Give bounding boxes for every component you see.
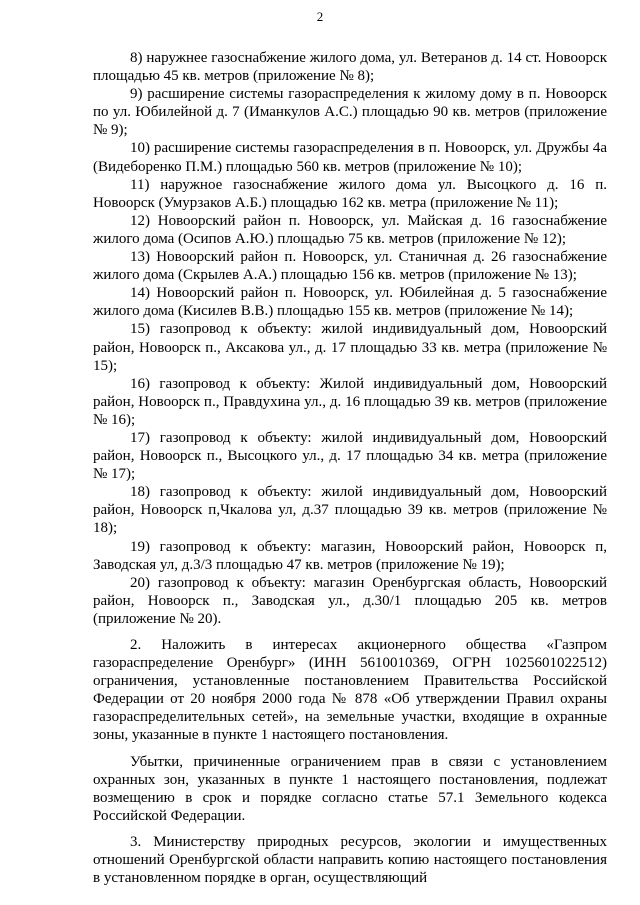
list-item-19: 19) газопровод к объекту: магазин, Новоорский район, Новоорск п, Заводская ул, д.3/3 площадью 47 кв. метров (приложение № 19);	[93, 538, 607, 573]
list-item-9: 9) расширение системы газораспределения к жилому дому в п. Новоорск по ул. Юбилейной д. 7 (Иманкулов А.С.) площадью 90 кв. метров (приложение № 9);	[93, 86, 607, 139]
list-item-11: 11) наружное газоснабжение жилого дома ул. Высоцкого д. 16 п. Новоорск (Умурзаков А.Б.) площадью 162 кв. метра (приложение № 11);	[93, 176, 607, 211]
list-item-13: 13) Новоорский район п. Новоорск, ул. Станичная д. 26 газоснабжение жилого дома (Скрылев А.А.) площадью 156 кв. метров (приложение № 13);	[93, 249, 607, 284]
page-number: 2	[316, 9, 324, 24]
damages-paragraph: Убытки, причиненные ограничением прав в связи с установлением охранных зон, указанных в пункте 1 настоящего постановления, подлежат возмещению в срок и порядке согласно статье 57.1 Земельного кодекса Российской Федерации.	[93, 753, 607, 824]
list-item-15: 15) газопровод к объекту: жилой индивидуальный дом, Новоорский район, Новоорск п., Аксакова ул., д. 17 площадью 33 кв. метра (приложение № 15);	[93, 321, 607, 374]
list-item-14: 14) Новоорский район п. Новоорск, ул. Юбилейная д. 5 газоснабжение жилого дома (Кисилев В.В.) площадью 155 кв. метров (приложение № 14);	[93, 285, 607, 320]
list-item-16: 16) газопровод к объекту: Жилой индивидуальный дом, Новоорский район, Новоорск п., Правдухина ул., д. 16 площадью 39 кв. метров (приложение № 16);	[93, 375, 607, 428]
section-2-paragraph: 2. Наложить в интересах акционерного общества «Газпром газораспределение Оренбург» (ИНН 5610010369, ОГРН 1025601022512) ограничения, установленные постановлением Правительства Российской Федерации от 20 ноября 2000 года № 878 «Об утверждении Правил охраны газораспределительных сетей», на земельные участки, входящие в охранные зоны, указанные в пункте 1 настоящего постановления.	[93, 637, 607, 744]
list-item-8: 8) наружнее газоснабжение жилого дома, ул. Ветеранов д. 14 ст. Новоорск площадью 45 кв. метров (приложение № 8);	[93, 50, 607, 85]
list-item-20: 20) газопровод к объекту: магазин Оренбургская область, Новоорский район, Новоорск п., Заводская ул., д.30/1 площадью 205 кв. метров (приложение № 20).	[93, 574, 607, 627]
list-item-17: 17) газопровод к объекту: жилой индивидуальный дом, Новоорский район, Новоорск п., Высоцкого ул., д. 17 площадью 34 кв. метра (приложение № 17);	[93, 429, 607, 483]
section-3-paragraph: 3. Министерству природных ресурсов, экологии и имущественных отношений Оренбургской области направить копию настоящего постановления в установленном порядке в орган, осуществляющий	[93, 833, 607, 887]
list-item-12: 12) Новоорский район п. Новоорск, ул. Майская д. 16 газоснабжение жилого дома (Осипов А.Ю.) площадью 75 кв. метров (приложение № 12);	[93, 212, 607, 247]
list-item-18: 18) газопровод к объекту: жилой индивидуальный дом, Новоорский район, Новоорск п,Чкалова ул, д.37 площадью 39 кв. метров (приложение № 18);	[93, 484, 607, 537]
document-body	[93, 49, 607, 887]
list-item-10: 10) расширение системы газораспределения в п. Новоорск, ул. Дружбы 4а (Видеборенко П.М.) площадью 560 кв. метров (приложение № 10);	[93, 140, 607, 175]
